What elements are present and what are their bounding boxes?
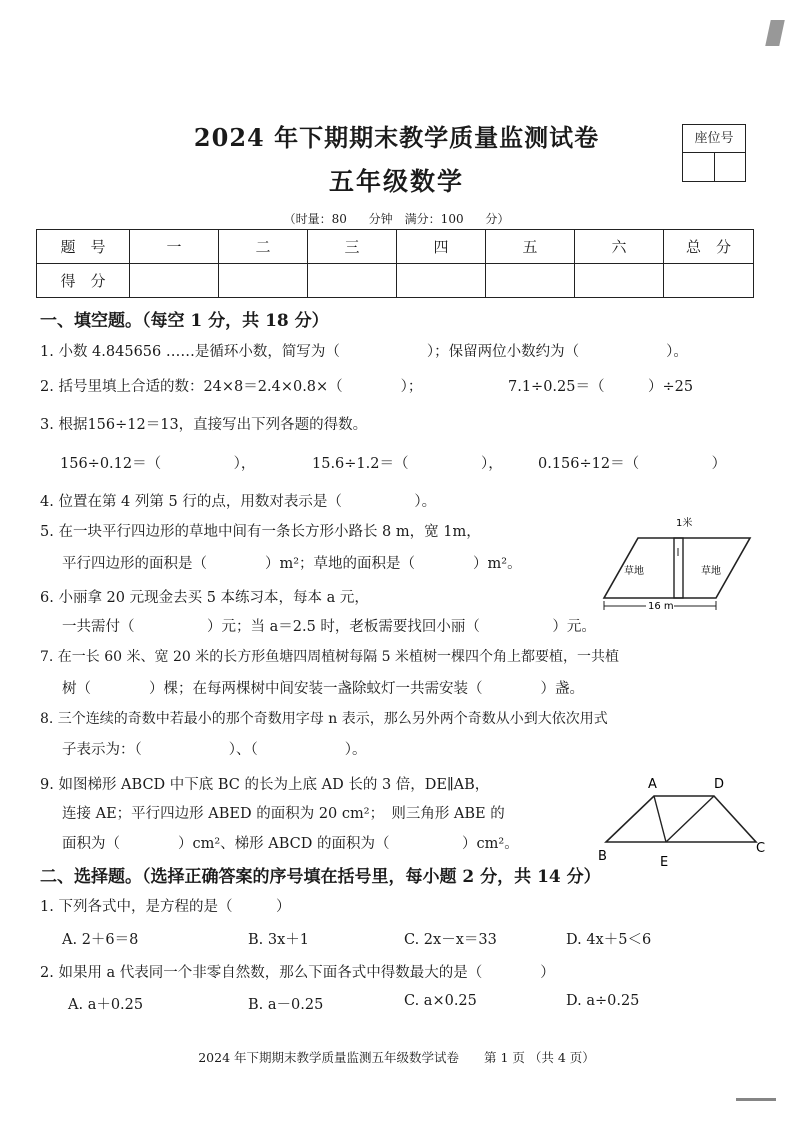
question-1-3: 3. 根据156÷12＝13，直接写出下列各题的得数。: [40, 417, 368, 433]
question-1-3a: 156÷0.12＝（ ），: [60, 456, 256, 472]
figure5-bottom-label: 16 m: [648, 601, 674, 612]
question-1-9a: 9. 如图梯形 ABCD 中下底 BC 的长为上底 AD 长的 3 倍，DE∥AB，: [40, 777, 490, 793]
parallelogram-figure: [598, 512, 758, 612]
score-cell[interactable]: [575, 264, 664, 298]
option-2-1-B: B. 3x＋1: [248, 932, 310, 948]
score-cell[interactable]: [664, 264, 754, 298]
segment-DE: [666, 796, 714, 842]
score-row-label: 得 分: [37, 264, 130, 298]
question-1-6b: 一共需付（ ）元；当 a＝2.5 时，老板需要找回小丽（ ）元。: [62, 619, 596, 635]
score-header-cell: 一: [130, 230, 219, 264]
option-2-1-C: C. 2x－x＝33: [404, 932, 497, 948]
figure5-grass-right: 草地: [701, 566, 721, 577]
score-cell[interactable]: [308, 264, 397, 298]
figure5-grass-left: 草地: [624, 566, 644, 577]
label-B: B: [598, 849, 607, 864]
score-header-cell: 六: [575, 230, 664, 264]
question-1-4: 4. 位置在第 4 列第 5 行的点，用数对表示是（ ）。: [40, 494, 437, 510]
question-2-1: 1. 下列各式中，是方程的是（ ）: [40, 899, 291, 915]
question-1-5a: 5. 在一块平行四边形的草地中间有一条长方形小路长 8 m，宽 1m，: [40, 524, 481, 540]
question-1-9c: 面积为（ ）cm²、梯形 ABCD 的面积为（ ）cm²。: [62, 836, 519, 852]
score-cell[interactable]: [130, 264, 219, 298]
question-1-3c: 0.156÷12＝（ ）: [538, 456, 727, 472]
seat-number-box: [682, 124, 746, 182]
question-1-6a: 6. 小丽拿 20 元现金去买 5 本练习本，每本 a 元，: [40, 590, 369, 606]
question-1-9b: 连接 AE；平行四边形 ABED 的面积为 20 cm²； 则三角形 ABE 的: [62, 806, 505, 822]
question-1-5b: 平行四边形的面积是（ ）m²；草地的面积是（ ）m²。: [62, 556, 522, 572]
question-1-7b: 树（ ）棵；在每两棵树中间安装一盏除蚊灯一共需安装（ ）盏。: [62, 681, 584, 697]
page-footer: 2024 年下期期末教学质量监测五年级数学试卷 第 1 页 （共 4 页）: [198, 1050, 595, 1065]
segment-AE: [654, 796, 666, 842]
question-1-2b: 7.1÷0.25＝（ ）÷25: [508, 379, 694, 395]
question-1-2a: 2. 括号里填上合适的数：24×8＝2.4×0.8×（ ）；: [40, 379, 423, 395]
option-2-1-D: D. 4x＋5＜6: [566, 932, 652, 948]
exam-subtitle: 五年级数学: [328, 167, 464, 196]
score-header-cell: 总 分: [664, 230, 754, 264]
option-2-2-C: C. a×0.25: [404, 993, 477, 1009]
question-1-1: 1. 小数 4.845656 ……是循环小数，简写为（ ）；保留两位小数约为（ ）。: [40, 344, 688, 360]
section2-heading: 二、选择题。（选择正确答案的序号填在括号里，每小题 2 分，共 14 分）: [40, 867, 601, 887]
question-1-8b: 子表示为：（ ）、（ ）。: [62, 742, 367, 758]
score-cell[interactable]: [397, 264, 486, 298]
score-header-cell: 题 号: [37, 230, 130, 264]
score-header-cell: 四: [397, 230, 486, 264]
option-2-1-A: A. 2＋6＝8: [62, 932, 139, 948]
question-2-2: 2. 如果用 a 代表同一个非零自然数，那么下面各式中得数最大的是（ ）: [40, 965, 555, 981]
score-header-cell: 二: [219, 230, 308, 264]
question-1-8a: 8. 三个连续的奇数中若最小的那个奇数用字母 n 表示，那么另外两个奇数从小到大依次用式: [40, 711, 608, 727]
option-2-2-A: A. a＋0.25: [68, 997, 144, 1013]
exam-meta: （时量：80 分钟 满分：100 分）: [283, 212, 510, 226]
score-header-cell: 三: [308, 230, 397, 264]
option-2-2-B: B. a－0.25: [248, 997, 324, 1013]
seat-cell[interactable]: [683, 153, 715, 181]
figure5-top-label: 1米: [676, 518, 693, 529]
option-2-2-D: D. a÷0.25: [566, 993, 640, 1009]
scan-mark: [765, 20, 785, 46]
path-strip: [674, 538, 683, 598]
trapezoid-figure: [596, 770, 766, 870]
scan-mark: [736, 1098, 776, 1101]
question-1-7a: 7. 在一长 60 米、宽 20 米的长方形鱼塘四周植树每隔 5 米植树一棵四个角上都要植，一共植: [40, 649, 620, 665]
question-1-3b: 15.6÷1.2＝（ ），: [312, 456, 503, 472]
seat-number-label: 座位号: [683, 125, 745, 153]
score-table: [36, 229, 754, 298]
label-E: E: [660, 855, 669, 870]
score-value-row: [37, 264, 754, 298]
score-cell[interactable]: [486, 264, 575, 298]
score-header-cell: 五: [486, 230, 575, 264]
score-header-row: [37, 230, 754, 264]
trapezoid-shape: [606, 796, 756, 842]
seat-cell[interactable]: [715, 153, 746, 181]
label-C: C: [756, 841, 766, 856]
exam-title: 2024 年下期期末教学质量监测试卷: [193, 123, 600, 152]
label-D: D: [714, 777, 725, 792]
label-A: A: [648, 777, 657, 792]
score-cell[interactable]: [219, 264, 308, 298]
section1-heading: 一、填空题。（每空 1 分，共 18 分）: [40, 311, 329, 331]
